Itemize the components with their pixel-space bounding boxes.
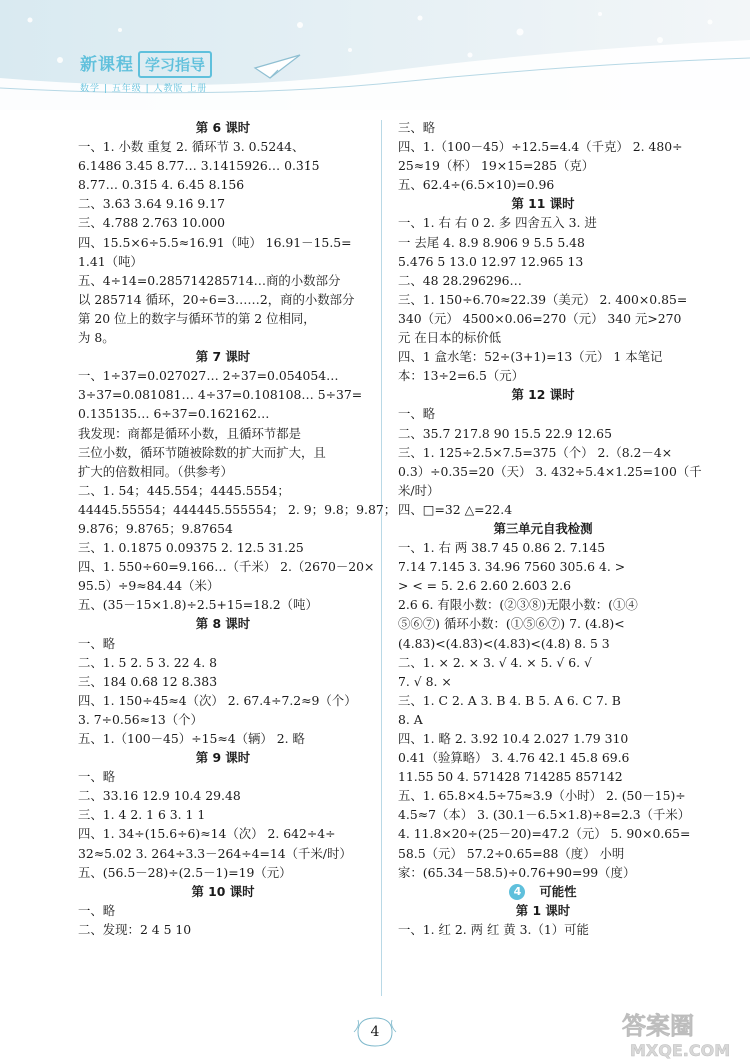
column-divider [381, 120, 382, 996]
answer-line: 8.77… 0.31̇5̇ 4. 6.4̇5̇ 8.15̇6̇ [78, 177, 245, 193]
lesson-heading: 第 10 课时 [191, 883, 255, 899]
lesson-heading: 第 6 课时 [195, 120, 251, 135]
answer-line: 一、略 [78, 902, 116, 918]
answer-line: 三、略 [398, 120, 436, 135]
answer-line: 11.55 50 4. 571428 714285 857142 [398, 769, 623, 785]
answer-column-right [398, 118, 702, 939]
answer-line: 家：(65.34－58.5)÷0.76+90=99（度） [398, 864, 636, 880]
answer-line: 以 285714 循环，20÷6=3……2，商的小数部分 [78, 291, 355, 307]
answer-line: 二、1. 5 2. 5 3. 22 4. 8 [78, 654, 218, 670]
answer-line: 5.476 5 13.0 12.97 12.965 13 [398, 253, 584, 269]
answer-line: 一、略 [398, 406, 436, 422]
answer-line: 二、48 28.296296… [398, 272, 522, 288]
answer-line: 为 8。 [78, 330, 115, 346]
answer-line: 44445.55554；444445.555554； 2. 9；9.8；9.87； [78, 501, 397, 517]
answer-line: 3÷37=0.081081… 4÷37=0.108108… 5÷37= [78, 387, 363, 403]
answer-line: 0.41（验算略） 3. 4.76 42.1 45.8 69.6 [398, 750, 630, 766]
answer-line: 二、1. × 2. × 3. √ 4. × 5. √ 6. √ [398, 654, 592, 670]
answer-line: 7. √ 8. × [398, 673, 452, 689]
answer-line: 四、1. 150÷45≈4（次） 2. 67.4÷7.2≈9（个） [78, 692, 357, 708]
answer-line: > < = 5. 2.6̇ 2.6̇0̇ 2.6̇0̇3̇ 2.6 [398, 578, 572, 594]
answer-line: 340（元） 4500×0.06=270（元） 340 元>270 [398, 310, 682, 326]
svg-text:答案圈: 答案圈 [622, 1012, 694, 1040]
answer-line: 四、□=32 △=22.4 [398, 501, 513, 517]
answer-line: 一、1. 红 2. 两 红 黄 3.（1）可能 [398, 921, 589, 937]
answer-line: 一、1÷37=0.027027… 2÷37=0.054054… [78, 368, 339, 384]
answer-line: 0.135135… 6÷37=0.162162… [78, 406, 270, 422]
answer-line: 一、略 [78, 635, 116, 651]
answer-line: 6.1486 3.45 8.77… 3.1415926… 0.3̇1̇5̇ [78, 158, 320, 174]
answer-line: 三、1. 150÷6.70≈22.39（美元） 2. 400×0.85= [398, 291, 688, 307]
answer-line: 7.14 7.145 3. 34.96 7560 305.6 4. > [398, 559, 626, 575]
answer-line: 四、1. 略 2. 3.92 10.4 2.02̇7̇ 1.79 310 [398, 731, 629, 746]
answer-line: 25≈19（杯） 19×15=285（克） [398, 158, 595, 174]
brand-subtitle-box: 学习指导 [138, 51, 212, 78]
answer-line: 一、1. 右 右 0 2. 多 四舍五入 3. 进 [398, 215, 597, 231]
answer-line: 9.876；9.8765；9.87654 [78, 520, 233, 536]
lesson-heading: 第 9 课时 [195, 750, 251, 766]
answer-line: 一、略 [78, 769, 116, 785]
answer-line: 我发现：商都是循环小数，且循环节都是 [78, 425, 302, 441]
answer-line: 二、发现：2 4 5 10 [78, 921, 192, 937]
lesson-heading: 第 12 课时 [511, 387, 575, 403]
answer-line: 第 20 位上的数字与循环节的第 2 位相同， [78, 310, 316, 326]
answer-line: 95.5）÷9≈84.44（米） [78, 578, 220, 594]
answer-line: 3. 7÷0.56≈13（个） [78, 711, 203, 727]
unit-number-badge: 4 [509, 884, 525, 900]
lesson-heading: 第三单元自我检测 [493, 520, 593, 536]
answer-line: (4.83)<(4.8̇3̇)<(4.83̇)<(4.8̇) 8. 5 3 [398, 635, 610, 651]
answer-line: 三、1. 0.1875 0.09375 2. 12.5 31.25 [78, 540, 304, 556]
answer-line: 4. 11.8×20÷(25－20)=47.2（元） 5. 90×0.65= [398, 826, 691, 842]
answer-line: 三、1. 4 2. 1 6 3. 1 1 [78, 807, 206, 823]
answer-line: 一 去尾 4. 8.9 8.906 9 5.5 5.48 [398, 234, 585, 250]
answer-line: 2.6 6. 有限小数：(②③⑧)无限小数：(①④ [398, 597, 638, 613]
brand-series-line: 数学 | 五年级 | 人教版 上册 [80, 84, 208, 94]
answer-line: 元 在日本的标价低 [398, 330, 502, 346]
answer-line: 二、1. 54；445.554；4445.5554； [78, 482, 290, 498]
answer-line: 三、1. C 2. A 3. B 4. B 5. A 6. C 7. B [398, 692, 621, 708]
lesson-heading: 第 8 课时 [195, 616, 251, 632]
answer-line: 0.3）÷0.35=20（天） 3. 432÷5.4×1.25=100（千 [398, 463, 702, 479]
answer-line: 扩大的倍数相同。（供参考） [78, 463, 233, 479]
answer-line: 二、33.16 12.9 10.4 29.48 [78, 788, 241, 804]
watermark-logo [616, 1006, 750, 1061]
header-banner [0, 0, 750, 110]
answer-line: 四、15.5×6÷5.5≈16.91（吨） 16.91－15.5= [78, 234, 352, 250]
answer-line: 一、1. 右 两 38.7 45 0.86 2. 7.14̇5̇ [398, 540, 606, 556]
answer-line: 二、3.6̇3̇ 3.64 9.16̇ 9.17 [78, 196, 225, 212]
answer-line: 三、184 0.6̇8̇ 12 8.38̇3̇ [78, 673, 218, 689]
page-number: 4 [370, 1024, 380, 1040]
answer-line: 四、1.（100－45）÷12.5=4.4（千克） 2. 480÷ [398, 139, 683, 155]
answer-line: 四、1 盒水笔：52÷(3+1)=13（元） 1 本笔记 [398, 349, 663, 365]
unit-title [398, 882, 688, 901]
brand-logo [80, 50, 212, 94]
answer-line: ⑤⑥⑦) 循环小数：(①⑤⑥⑦) 7. (4.8)< [398, 616, 625, 632]
answer-line: 五、62.4÷(6.5×10)=0.96 [398, 177, 555, 193]
answer-line: 米/时） [398, 482, 440, 498]
answer-line: 32≈5.02 3. 264÷3.3－264÷4=14（千米/时） [78, 845, 352, 861]
answer-line: 五、1. 65.8×4.5÷75≈3.9（小时） 2. (50－15)÷ [398, 788, 686, 804]
answer-column-left [78, 118, 397, 939]
answer-line: 本：13÷2=6.5（元） [398, 368, 525, 384]
answer-line: 五、1.（100－45）÷15≈4（辆） 2. 略 [78, 731, 305, 746]
answer-line: 四、1. 550÷60=9.166…（千米） 2.（2670－20× [78, 559, 375, 575]
answer-line: 1.41（吨） [78, 253, 143, 269]
svg-text:MXQE.COM: MXQE.COM [630, 1041, 731, 1060]
answer-line: 一、1. 小数 重复 2. 循环节 3. 0.5244、 [78, 139, 305, 155]
lesson-heading: 第 7 课时 [195, 349, 251, 365]
answer-line: 二、35.7 217.8 90 15.5 22.9 12.65 [398, 425, 612, 441]
answer-line: 五、(35－15×1.8)÷2.5+15=18.2（吨） [78, 597, 318, 613]
answer-line: 三、4.788 2.763 10.000 [78, 215, 225, 231]
answer-line: 四、1. 34÷(15.6÷6)≈14（次） 2. 642÷4÷ [78, 826, 336, 842]
answer-line: 58.5（元） 57.2÷0.65=88（度） 小明 [398, 845, 625, 861]
brand-title: 新课程 [80, 55, 134, 75]
unit-title-text: 可能性 [539, 883, 577, 899]
answer-line: 4.5≈7（本） 3. (30.1－6.5×1.8)÷8=2.3（千米） [398, 807, 691, 823]
answer-line: 8. A [398, 711, 423, 727]
answer-line: 三、1. 125÷2.5×7.5=375（个） 2.（8.2－4× [398, 444, 673, 460]
lesson-heading: 第 11 课时 [511, 196, 575, 212]
answer-line: 三位小数，循环节随被除数的扩大而扩大，且 [78, 444, 326, 460]
lesson-heading: 第 1 课时 [515, 902, 571, 918]
answer-line: 五、(56.5－28)÷(2.5－1)=19（元） [78, 864, 292, 880]
answer-line: 五、4÷14=0.285714285714…商的小数部分 [78, 272, 341, 288]
